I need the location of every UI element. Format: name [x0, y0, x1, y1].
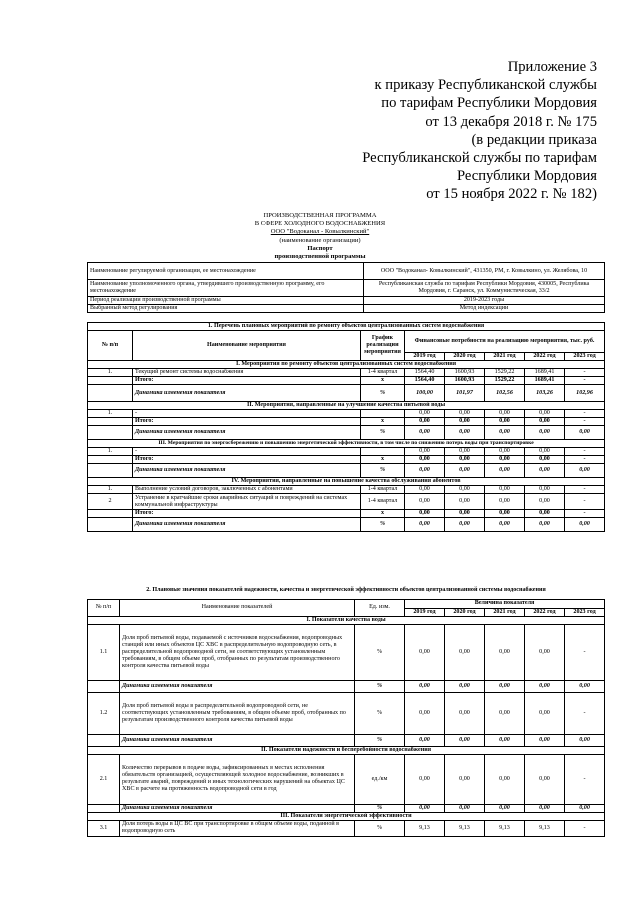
table-title-row	[88, 582, 605, 599]
row-name: Доля проб питьевой воды в распределительной водопроводной сети, не соответствующих установленным требованиям, в общем объеме проб, отобранных по результатам производственного контроля качества питьевой воды	[120, 692, 355, 734]
cell-value: 0,00	[485, 734, 525, 746]
program-header	[0, 212, 640, 261]
cell-value: 1600,93	[445, 377, 485, 385]
cell-value: -	[565, 377, 605, 385]
cell-value: 0,00	[525, 734, 565, 746]
col-header-schedule: График реализации мероприятия	[361, 331, 405, 361]
table-row	[88, 486, 605, 494]
cell-value: 0,00	[485, 486, 525, 494]
row-unit: %	[355, 624, 405, 680]
row-schedule	[361, 410, 405, 418]
cell-value: 1689,41	[525, 369, 565, 377]
row-num: 3.1	[88, 820, 120, 836]
passport-value: ООО "Водоканал- Ковылкинский", 431350, РМ, г. Ковылкино, ул. Желябова, 10	[364, 263, 605, 280]
cell-value: 0,00	[445, 494, 485, 510]
appendix-line: Приложение 3	[507, 59, 597, 75]
passport-label: Наименование регулируемой организации, ее местонахождение	[88, 263, 364, 280]
cell-value: 0,00	[405, 448, 445, 456]
cell-value: 0,00	[565, 804, 605, 812]
cell-value: 0,00	[525, 680, 565, 692]
table-row	[88, 820, 605, 836]
row-name: Итого:	[133, 510, 361, 518]
cell-value: -	[565, 410, 605, 418]
passport-label: Выбранный метод регулирования	[88, 305, 364, 313]
cell-value: 0,00	[525, 448, 565, 456]
cell-value: 0,00	[445, 804, 485, 812]
section-row	[88, 402, 605, 410]
cell-value: 0,00	[405, 410, 445, 418]
row-num: 1.1	[88, 624, 120, 680]
appendix-line: Республиканской службы по тарифам	[362, 150, 597, 167]
cell-value: 0,00	[485, 754, 525, 804]
cell-value: 0,00	[405, 426, 445, 440]
cell-value: 0,00	[565, 464, 605, 478]
cell-value: 0,00	[485, 518, 525, 532]
section-row	[88, 361, 605, 369]
cell-value: 1600,93	[445, 369, 485, 377]
row-num: 1.	[88, 369, 133, 377]
row-schedule: 1-4 квартал	[361, 486, 405, 494]
row-name: Динамика изменения показателя	[120, 804, 355, 812]
cell-value: 0,00	[525, 456, 565, 464]
appendix-line: Республики Мордовия	[456, 168, 597, 185]
cell-value: 0,00	[485, 464, 525, 478]
row-schedule: х	[361, 418, 405, 426]
table-row	[88, 305, 605, 313]
cell-value: 100,00	[405, 385, 445, 402]
cell-value: 0,00	[525, 426, 565, 440]
row-schedule: 1-4 квартал	[361, 369, 405, 377]
section-title: III. Мероприятия по энергосбережению и повышению энергетической эффективности, в том числе по снижению потерь воды при транспортировке	[88, 440, 605, 448]
header-row	[88, 331, 605, 353]
row-num: 1.	[88, 486, 133, 494]
col-header-year: 2023 год	[565, 608, 605, 616]
cell-value: 0,00	[485, 680, 525, 692]
cell-value: 0,00	[525, 486, 565, 494]
cell-value: 0,00	[525, 418, 565, 426]
table-row	[88, 369, 605, 377]
cell-value: -	[565, 494, 605, 510]
row-name: Динамика изменения показателя	[120, 734, 355, 746]
passport-subtitle: производственной программы	[274, 253, 366, 261]
cell-value: 0,00	[565, 680, 605, 692]
col-header-year: 2021 год	[485, 608, 525, 616]
col-header-value: Величина показателя	[405, 599, 605, 608]
dynamics-row	[88, 464, 605, 478]
section-row	[88, 478, 605, 486]
row-num: 2	[88, 494, 133, 510]
passport-label: Наименование уполномоченного органа, утвердившего производственную программу, его местонахождение	[88, 280, 364, 297]
cell-value: 0,00	[445, 448, 485, 456]
row-name: -	[133, 448, 361, 456]
cell-value: 0,00	[445, 680, 485, 692]
appendix-line: к приказу Республиканской службы	[374, 77, 597, 94]
row-unit: %	[355, 804, 405, 812]
dynamics-row	[88, 804, 605, 812]
section-title: III. Показатели энергетической эффективности	[88, 812, 605, 820]
passport-value: 2019-2023 годы	[364, 297, 605, 305]
cell-value: 9,13	[525, 820, 565, 836]
cell-value: 0,00	[525, 464, 565, 478]
row-schedule: %	[361, 464, 405, 478]
section-title: IV. Мероприятия, направленные на повышение качества обслуживания абонентов	[88, 478, 605, 486]
row-schedule: %	[361, 426, 405, 440]
table-row	[88, 297, 605, 305]
col-header-name: Наименование мероприятия	[133, 331, 361, 361]
cell-value: 0,00	[525, 624, 565, 680]
cell-value: 0,00	[405, 510, 445, 518]
passport-label: Период реализации производственной программы	[88, 297, 364, 305]
row-name: Итого:	[133, 418, 361, 426]
passport-value: Метод индексации	[364, 305, 605, 313]
cell-value: 0,00	[445, 426, 485, 440]
col-header-year: 2021 год	[485, 353, 525, 361]
cell-value: 0,00	[525, 692, 565, 734]
col-header-unit: Ед. изм.	[355, 599, 405, 616]
section-row	[88, 812, 605, 820]
cell-value: 0,00	[445, 418, 485, 426]
cell-value: 0,00	[485, 494, 525, 510]
row-num: 1.	[88, 410, 133, 418]
col-header-year: 2019 год	[405, 353, 445, 361]
cell-value: -	[565, 456, 605, 464]
dynamics-row	[88, 734, 605, 746]
passport-table	[87, 262, 605, 313]
cell-value: 0,00	[485, 624, 525, 680]
row-name: Выполнение условий договоров, заключенных с абонентами	[133, 486, 361, 494]
appendix-line: по тарифам Республики Мордовия	[381, 95, 597, 112]
row-schedule: %	[361, 518, 405, 532]
row-name: Количество перерывов в подаче воды, зафиксированных в местах исполнения обязательств организацией, осуществляющей холодное водоснабжение, возникших в результате аварий, повреждений и иных технологических нарушений на объектах ЦС ХВС в расчете на протяженность водопроводной сети в год	[120, 754, 355, 804]
cell-value: 0,00	[565, 734, 605, 746]
row-name: Текущий ремонт системы водоснабжения	[133, 369, 361, 377]
appendix-line: (в редакции приказа	[471, 131, 597, 148]
row-schedule: х	[361, 456, 405, 464]
cell-value: 0,00	[445, 510, 485, 518]
row-unit: %	[355, 734, 405, 746]
cell-value: 0,00	[405, 680, 445, 692]
section-title: I. Мероприятия по ремонту объектов централизованных систем водоснабжения	[88, 361, 605, 369]
cell-value: 0,00	[485, 426, 525, 440]
cell-value: 0,00	[525, 804, 565, 812]
cell-value: 0,00	[445, 456, 485, 464]
dynamics-row	[88, 426, 605, 440]
cell-value: 0,00	[405, 486, 445, 494]
appendix-header	[297, 58, 597, 204]
indicators-table	[87, 582, 605, 837]
row-schedule: %	[361, 385, 405, 402]
header-row	[88, 599, 605, 608]
dynamics-row	[88, 680, 605, 692]
col-header-year: 2022 год	[525, 353, 565, 361]
cell-value: -	[565, 510, 605, 518]
cell-value: -	[565, 418, 605, 426]
col-header-year: 2022 год	[525, 608, 565, 616]
cell-value: 0,00	[405, 734, 445, 746]
cell-value: 0,00	[445, 692, 485, 734]
section-row	[88, 746, 605, 754]
organization-note: (наименование организации)	[279, 236, 361, 244]
cell-value: -	[565, 369, 605, 377]
total-row	[88, 418, 605, 426]
cell-value: 0,00	[405, 464, 445, 478]
row-num: 1.	[88, 448, 133, 456]
col-header-year: 2019 год	[405, 608, 445, 616]
cell-value: -	[565, 692, 605, 734]
cell-value: 9,13	[405, 820, 445, 836]
table-row	[88, 280, 605, 297]
cell-value: 0,00	[525, 410, 565, 418]
section-title: II. Показатели надежности и бесперебойности водоснабжения	[88, 746, 605, 754]
cell-value: 0,00	[445, 486, 485, 494]
row-name: Доля проб питьевой воды, подаваемой с источников водоснабжения, водопроводных станций или иных объектов ЦС ХВС в распределительную водопроводную сеть, в распределительной водопроводной сети, не соответствующих установленным требованиям, в общем объеме проб, отобранных по результатам производственного контроля качества питьевой воды	[120, 624, 355, 680]
passport-title: Паспорт	[307, 244, 333, 252]
program-subtitle: В СФЕРЕ ХОЛОДНОГО ВОДОСНАБЖЕНИЯ	[254, 220, 386, 228]
col-header-num: № п/п	[88, 331, 133, 361]
cell-value: 1564,40	[405, 377, 445, 385]
table-row	[88, 494, 605, 510]
row-name: Итого:	[133, 377, 361, 385]
row-num: 1.2	[88, 692, 120, 734]
cell-value: -	[565, 820, 605, 836]
cell-value: 0,00	[565, 426, 605, 440]
col-header-year: 2020 год	[445, 608, 485, 616]
cell-value: 0,00	[485, 510, 525, 518]
row-name: Динамика изменения показателя	[120, 680, 355, 692]
row-name: Динамика изменения показателя	[133, 426, 361, 440]
organization-name: ООО "Водоканал - Ковылкинский"	[270, 228, 370, 236]
table-row	[88, 263, 605, 280]
col-header-year: 2020 год	[445, 353, 485, 361]
cell-value: 0,00	[405, 494, 445, 510]
cell-value: 0,00	[525, 754, 565, 804]
col-header-name: Наименование показателей	[120, 599, 355, 616]
row-name: Динамика изменения показателя	[133, 464, 361, 478]
cell-value: -	[565, 448, 605, 456]
cell-value: 0,00	[485, 456, 525, 464]
cell-value: 0,00	[445, 754, 485, 804]
col-header-finance: Финансовые потребности на реализацию мероприятия, тыс. руб.	[405, 331, 605, 353]
cell-value: 1689,41	[525, 377, 565, 385]
cell-value: 0,00	[485, 418, 525, 426]
row-name: Динамика изменения показателя	[133, 518, 361, 532]
cell-value: -	[565, 754, 605, 804]
cell-value: 9,13	[485, 820, 525, 836]
row-schedule: 1-4 квартал	[361, 494, 405, 510]
cell-value: 0,00	[445, 464, 485, 478]
cell-value: 103,26	[525, 385, 565, 402]
cell-value: 0,00	[525, 518, 565, 532]
row-schedule: х	[361, 377, 405, 385]
cell-value: 0,00	[525, 494, 565, 510]
total-row	[88, 377, 605, 385]
dynamics-row	[88, 385, 605, 402]
cell-value: 0,00	[445, 734, 485, 746]
cell-value: 0,00	[485, 804, 525, 812]
cell-value: 0,00	[565, 518, 605, 532]
cell-value: 0,00	[485, 448, 525, 456]
table-row	[88, 624, 605, 680]
col-header-num: № п/п	[88, 599, 120, 616]
row-schedule: х	[361, 510, 405, 518]
row-name: Динамика изменения показателя	[133, 385, 361, 402]
cell-value: 0,00	[405, 692, 445, 734]
cell-value: 1529,22	[485, 377, 525, 385]
cell-value: 1564,40	[405, 369, 445, 377]
row-name: Итого:	[133, 456, 361, 464]
table-row	[88, 692, 605, 734]
section-title: I. Показатели качества воды	[88, 616, 605, 624]
table-row	[88, 448, 605, 456]
row-name: Доля потерь воды в ЦС ВС при транспортировке в общем объеме воды, поданной в водопроводную сеть	[120, 820, 355, 836]
cell-value: 0,00	[405, 754, 445, 804]
col-header-year: 2023 год	[565, 353, 605, 361]
section-row	[88, 616, 605, 624]
cell-value: 0,00	[485, 410, 525, 418]
table-row	[88, 754, 605, 804]
table-title-row	[88, 323, 605, 331]
section-title: II. Мероприятия, направленные на улучшение качества питьевой воды	[88, 402, 605, 410]
row-unit: ед./км	[355, 754, 405, 804]
cell-value: 0,00	[405, 518, 445, 532]
section-row	[88, 440, 605, 448]
cell-value: 102,56	[485, 385, 525, 402]
cell-value: -	[565, 486, 605, 494]
dynamics-row	[88, 518, 605, 532]
program-title: ПРОИЗВОДСТВЕННАЯ ПРОГРАММА	[263, 212, 377, 219]
cell-value: 0,00	[405, 624, 445, 680]
appendix-line: от 15 ноября 2022 г. № 182)	[426, 186, 597, 203]
cell-value: 0,00	[405, 456, 445, 464]
table-title: 1. Перечень плановых мероприятий по ремонту объектов централизованных систем водоснабжения	[88, 323, 605, 331]
cell-value: 0,00	[445, 624, 485, 680]
row-name: Устранение в кратчайшие сроки аварийных ситуаций и повреждений на системах коммунальной инфраструктуры	[133, 494, 361, 510]
cell-value: 102,96	[565, 385, 605, 402]
cell-value: 0,00	[525, 510, 565, 518]
table-title: 2. Плановые значения показателей надежности, качества и энергетической эффективности объектов централизованной системы водоснабжения	[88, 582, 605, 599]
cell-value: 0,00	[405, 804, 445, 812]
row-unit: %	[355, 680, 405, 692]
row-num: 2.1	[88, 754, 120, 804]
cell-value: 9,13	[445, 820, 485, 836]
cell-value: 101,97	[445, 385, 485, 402]
total-row	[88, 456, 605, 464]
row-schedule	[361, 448, 405, 456]
cell-value: 0,00	[445, 410, 485, 418]
repair-measures-table	[87, 322, 605, 532]
row-name: -	[133, 410, 361, 418]
table-row	[88, 410, 605, 418]
cell-value: 0,00	[485, 692, 525, 734]
cell-value: 0,00	[405, 418, 445, 426]
appendix-line: от 13 декабря 2018 г. № 175	[425, 113, 597, 130]
cell-value: 0,00	[445, 518, 485, 532]
row-unit: %	[355, 692, 405, 734]
passport-value: Республиканская служба по тарифам Республики Мордовия, 430005, Республика Мордовия, г. Саранск, ул. Коммунистическая, 33/2	[364, 280, 605, 297]
cell-value: -	[565, 624, 605, 680]
row-unit: %	[355, 820, 405, 836]
total-row	[88, 510, 605, 518]
cell-value: 1529,22	[485, 369, 525, 377]
